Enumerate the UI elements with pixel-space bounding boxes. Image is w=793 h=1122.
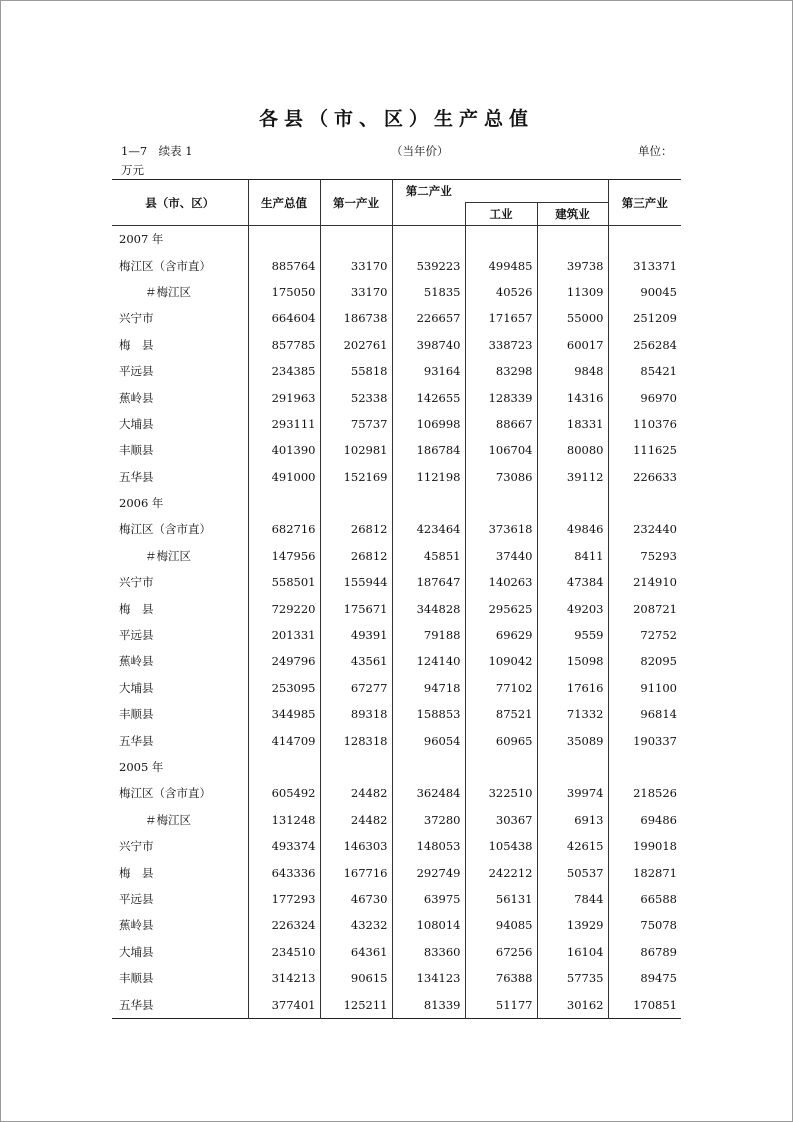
tertiary-value: 256284 — [608, 332, 681, 358]
table-row — [112, 859, 681, 885]
year-row — [112, 226, 681, 253]
construction-value: 11309 — [537, 279, 608, 305]
tertiary-value: 190337 — [608, 727, 681, 753]
tertiary-value: 111625 — [608, 437, 681, 463]
secondary-value: 112198 — [392, 464, 465, 490]
construction-value: 71332 — [537, 701, 608, 727]
empty-cell — [248, 226, 320, 253]
table-row — [112, 252, 681, 278]
gdp-value: 253095 — [248, 675, 320, 701]
primary-value: 33170 — [320, 279, 392, 305]
county-name: 兴宁市 — [119, 575, 154, 590]
industry-value: 69629 — [465, 622, 537, 648]
construction-value: 47384 — [537, 569, 608, 595]
secondary-value: 124140 — [392, 648, 465, 674]
gdp-value: 131248 — [248, 807, 320, 833]
table-row — [112, 358, 681, 384]
table-row — [112, 780, 681, 806]
secondary-value: 134123 — [392, 965, 465, 991]
tertiary-value: 226633 — [608, 464, 681, 490]
tertiary-value: 170851 — [608, 991, 681, 1018]
industry-value: 171657 — [465, 305, 537, 331]
county-name: 五华县 — [119, 733, 154, 748]
county-name: ＃梅江区 — [145, 284, 191, 299]
county-name: 蕉岭县 — [119, 390, 154, 405]
empty-cell — [608, 226, 681, 253]
table-row — [112, 516, 681, 542]
construction-value: 42615 — [537, 833, 608, 859]
table-row — [112, 543, 681, 569]
gdp-value: 857785 — [248, 332, 320, 358]
table-code: 1—7 续表 1 — [121, 144, 193, 158]
industry-value: 106704 — [465, 437, 537, 463]
primary-value: 146303 — [320, 833, 392, 859]
table-row — [112, 648, 681, 674]
table-row — [112, 279, 681, 305]
secondary-value: 108014 — [392, 912, 465, 938]
empty-cell — [392, 754, 465, 780]
construction-value: 13929 — [537, 912, 608, 938]
table-row — [112, 701, 681, 727]
secondary-value: 187647 — [392, 569, 465, 595]
construction-value: 55000 — [537, 305, 608, 331]
gdp-value: 491000 — [248, 464, 320, 490]
primary-value: 155944 — [320, 569, 392, 595]
primary-value: 90615 — [320, 965, 392, 991]
secondary-value: 344828 — [392, 595, 465, 621]
industry-value: 87521 — [465, 701, 537, 727]
tertiary-value: 91100 — [608, 675, 681, 701]
gdp-value: 558501 — [248, 569, 320, 595]
county-name: 兴宁市 — [119, 311, 154, 326]
price-basis: （当年价） — [391, 144, 449, 158]
tertiary-value: 182871 — [608, 859, 681, 885]
page-title: 各县（市、区）生产总值 — [258, 108, 534, 130]
industry-value: 242212 — [465, 859, 537, 885]
gdp-value: 664604 — [248, 305, 320, 331]
primary-value: 26812 — [320, 516, 392, 542]
empty-cell — [320, 226, 392, 253]
primary-value: 186738 — [320, 305, 392, 331]
gdp-value: 147956 — [248, 543, 320, 569]
primary-value: 102981 — [320, 437, 392, 463]
county-name: 大埔县 — [119, 416, 154, 431]
county-name: 蕉岭县 — [119, 918, 154, 933]
table-row — [112, 569, 681, 595]
year-row — [112, 754, 681, 780]
industry-value: 67256 — [465, 939, 537, 965]
county-name: 大埔县 — [119, 944, 154, 959]
empty-cell — [465, 490, 537, 516]
tertiary-value: 313371 — [608, 252, 681, 278]
county-name: 梅 县 — [119, 337, 154, 352]
industry-value: 51177 — [465, 991, 537, 1018]
secondary-value: 81339 — [392, 991, 465, 1018]
header-gdp: 生产总值 — [248, 180, 320, 226]
empty-cell — [320, 490, 392, 516]
secondary-value: 398740 — [392, 332, 465, 358]
tertiary-value: 75293 — [608, 543, 681, 569]
gdp-value: 226324 — [248, 912, 320, 938]
construction-value: 39974 — [537, 780, 608, 806]
secondary-value: 93164 — [392, 358, 465, 384]
table-header — [112, 180, 681, 226]
header-primary: 第一产业 — [320, 180, 392, 226]
industry-value: 73086 — [465, 464, 537, 490]
table-row — [112, 807, 681, 833]
industry-value: 94085 — [465, 912, 537, 938]
empty-cell — [248, 754, 320, 780]
empty-cell — [537, 226, 608, 253]
secondary-value: 142655 — [392, 384, 465, 410]
tertiary-value: 72752 — [608, 622, 681, 648]
industry-value: 338723 — [465, 332, 537, 358]
header-secondary: 第二产业 — [392, 180, 465, 203]
primary-value: 49391 — [320, 622, 392, 648]
empty-cell — [465, 754, 537, 780]
industry-value: 322510 — [465, 780, 537, 806]
construction-value: 15098 — [537, 648, 608, 674]
gdp-value: 249796 — [248, 648, 320, 674]
table-row — [112, 965, 681, 991]
primary-value: 64361 — [320, 939, 392, 965]
county-name: 梅 县 — [119, 865, 154, 880]
tertiary-value: 86789 — [608, 939, 681, 965]
construction-value: 80080 — [537, 437, 608, 463]
secondary-value: 362484 — [392, 780, 465, 806]
secondary-value: 423464 — [392, 516, 465, 542]
county-name: 梅江区（含市直） — [119, 258, 211, 273]
construction-value: 35089 — [537, 727, 608, 753]
empty-cell — [248, 490, 320, 516]
primary-value: 43561 — [320, 648, 392, 674]
empty-cell — [392, 226, 465, 253]
header-tertiary: 第三产业 — [608, 180, 681, 226]
table-row — [112, 991, 681, 1018]
primary-value: 89318 — [320, 701, 392, 727]
table-row — [112, 437, 681, 463]
construction-value: 6913 — [537, 807, 608, 833]
gdp-table — [112, 179, 681, 1019]
construction-value: 7844 — [537, 886, 608, 912]
header-county: 县（市、区） — [112, 180, 248, 226]
primary-value: 152169 — [320, 464, 392, 490]
county-name: 平远县 — [119, 891, 154, 906]
secondary-value: 63975 — [392, 886, 465, 912]
secondary-value: 37280 — [392, 807, 465, 833]
empty-cell — [465, 226, 537, 253]
county-name: 五华县 — [119, 997, 154, 1012]
table-row — [112, 833, 681, 859]
secondary-value: 148053 — [392, 833, 465, 859]
table-row — [112, 595, 681, 621]
county-name: ＃梅江区 — [145, 812, 191, 827]
primary-value: 46730 — [320, 886, 392, 912]
county-name: 五华县 — [119, 469, 154, 484]
gdp-value: 314213 — [248, 965, 320, 991]
primary-value: 52338 — [320, 384, 392, 410]
table-row — [112, 886, 681, 912]
construction-value: 39112 — [537, 464, 608, 490]
tertiary-value: 66588 — [608, 886, 681, 912]
empty-cell — [392, 490, 465, 516]
gdp-value: 293111 — [248, 411, 320, 437]
tertiary-value: 75078 — [608, 912, 681, 938]
secondary-value: 79188 — [392, 622, 465, 648]
construction-value: 8411 — [537, 543, 608, 569]
county-name: 大埔县 — [119, 680, 154, 695]
tertiary-value: 208721 — [608, 595, 681, 621]
tertiary-value: 69486 — [608, 807, 681, 833]
industry-value: 37440 — [465, 543, 537, 569]
table-row — [112, 727, 681, 753]
secondary-value: 96054 — [392, 727, 465, 753]
primary-value: 175671 — [320, 595, 392, 621]
county-name: 梅江区（含市直） — [119, 522, 211, 537]
county-name: 丰顺县 — [119, 707, 154, 722]
industry-value: 128339 — [465, 384, 537, 410]
construction-value: 18331 — [537, 411, 608, 437]
county-name: 蕉岭县 — [119, 654, 154, 669]
secondary-value: 106998 — [392, 411, 465, 437]
year-row — [112, 490, 681, 516]
primary-value: 26812 — [320, 543, 392, 569]
industry-value: 140263 — [465, 569, 537, 595]
tertiary-value: 199018 — [608, 833, 681, 859]
empty-cell — [608, 490, 681, 516]
empty-cell — [537, 490, 608, 516]
county-name: 平远县 — [119, 628, 154, 643]
primary-value: 24482 — [320, 780, 392, 806]
year-label: 2007 年 — [119, 232, 164, 247]
construction-value: 9848 — [537, 358, 608, 384]
construction-value: 49203 — [537, 595, 608, 621]
primary-value: 75737 — [320, 411, 392, 437]
construction-value: 17616 — [537, 675, 608, 701]
gdp-value: 401390 — [248, 437, 320, 463]
industry-value: 30367 — [465, 807, 537, 833]
table-row — [112, 912, 681, 938]
secondary-value: 51835 — [392, 279, 465, 305]
gdp-value: 234510 — [248, 939, 320, 965]
primary-value: 128318 — [320, 727, 392, 753]
construction-value: 9559 — [537, 622, 608, 648]
county-name: 梅 县 — [119, 601, 154, 616]
construction-value: 60017 — [537, 332, 608, 358]
industry-value: 40526 — [465, 279, 537, 305]
secondary-value: 158853 — [392, 701, 465, 727]
industry-value: 499485 — [465, 252, 537, 278]
construction-value: 39738 — [537, 252, 608, 278]
tertiary-value: 89475 — [608, 965, 681, 991]
header-secondary-breakdown — [465, 180, 608, 203]
empty-cell — [608, 754, 681, 780]
gdp-value: 177293 — [248, 886, 320, 912]
tertiary-value: 82095 — [608, 648, 681, 674]
industry-value: 77102 — [465, 675, 537, 701]
county-name: 平远县 — [119, 364, 154, 379]
table-row — [112, 305, 681, 331]
tertiary-value: 232440 — [608, 516, 681, 542]
secondary-value: 45851 — [392, 543, 465, 569]
gdp-value: 729220 — [248, 595, 320, 621]
construction-value: 50537 — [537, 859, 608, 885]
table-row — [112, 411, 681, 437]
table-row — [112, 939, 681, 965]
primary-value: 202761 — [320, 332, 392, 358]
secondary-value: 94718 — [392, 675, 465, 701]
header-secondary-lower — [392, 203, 465, 226]
tertiary-value: 96814 — [608, 701, 681, 727]
table-row — [112, 622, 681, 648]
tertiary-value: 85421 — [608, 358, 681, 384]
tertiary-value: 214910 — [608, 569, 681, 595]
industry-value: 88667 — [465, 411, 537, 437]
primary-value: 24482 — [320, 807, 392, 833]
construction-value: 57735 — [537, 965, 608, 991]
industry-value: 56131 — [465, 886, 537, 912]
gdp-value: 885764 — [248, 252, 320, 278]
county-name: ＃梅江区 — [145, 548, 191, 563]
primary-value: 167716 — [320, 859, 392, 885]
year-label: 2005 年 — [119, 760, 164, 774]
header-construction: 建筑业 — [537, 203, 608, 226]
gdp-value: 643336 — [248, 859, 320, 885]
gdp-value: 175050 — [248, 279, 320, 305]
table-row — [112, 384, 681, 410]
construction-value: 49846 — [537, 516, 608, 542]
primary-value: 33170 — [320, 252, 392, 278]
gdp-value: 344985 — [248, 701, 320, 727]
secondary-value: 83360 — [392, 939, 465, 965]
gdp-value: 201331 — [248, 622, 320, 648]
county-name: 丰顺县 — [119, 971, 154, 986]
industry-value: 373618 — [465, 516, 537, 542]
tertiary-value: 251209 — [608, 305, 681, 331]
tertiary-value: 90045 — [608, 279, 681, 305]
gdp-value: 414709 — [248, 727, 320, 753]
secondary-value: 186784 — [392, 437, 465, 463]
table-row — [112, 675, 681, 701]
industry-value: 83298 — [465, 358, 537, 384]
gdp-value: 493374 — [248, 833, 320, 859]
empty-cell — [537, 754, 608, 780]
industry-value: 105438 — [465, 833, 537, 859]
gdp-value: 605492 — [248, 780, 320, 806]
table-row — [112, 332, 681, 358]
tertiary-value: 110376 — [608, 411, 681, 437]
gdp-value: 682716 — [248, 516, 320, 542]
industry-value: 60965 — [465, 727, 537, 753]
gdp-value: 377401 — [248, 991, 320, 1018]
construction-value: 30162 — [537, 991, 608, 1018]
industry-value: 109042 — [465, 648, 537, 674]
table-body — [112, 226, 681, 1019]
tertiary-value: 96970 — [608, 384, 681, 410]
secondary-value: 539223 — [392, 252, 465, 278]
construction-value: 14316 — [537, 384, 608, 410]
primary-value: 67277 — [320, 675, 392, 701]
industry-value: 295625 — [465, 595, 537, 621]
gdp-value: 291963 — [248, 384, 320, 410]
secondary-value: 226657 — [392, 305, 465, 331]
county-name: 兴宁市 — [119, 839, 154, 854]
county-name: 丰顺县 — [119, 443, 154, 458]
primary-value: 43232 — [320, 912, 392, 938]
county-name: 梅江区（含市直） — [119, 786, 211, 801]
year-label: 2006 年 — [119, 496, 164, 511]
table-row — [112, 464, 681, 490]
header-industry: 工业 — [465, 203, 537, 226]
primary-value: 125211 — [320, 991, 392, 1018]
industry-value: 76388 — [465, 965, 537, 991]
primary-value: 55818 — [320, 358, 392, 384]
secondary-value: 292749 — [392, 859, 465, 885]
gdp-value: 234385 — [248, 358, 320, 384]
empty-cell — [320, 754, 392, 780]
unit-value: 万元 — [121, 163, 144, 177]
unit-label: 单位： — [638, 144, 673, 158]
tertiary-value: 218526 — [608, 780, 681, 806]
construction-value: 16104 — [537, 939, 608, 965]
